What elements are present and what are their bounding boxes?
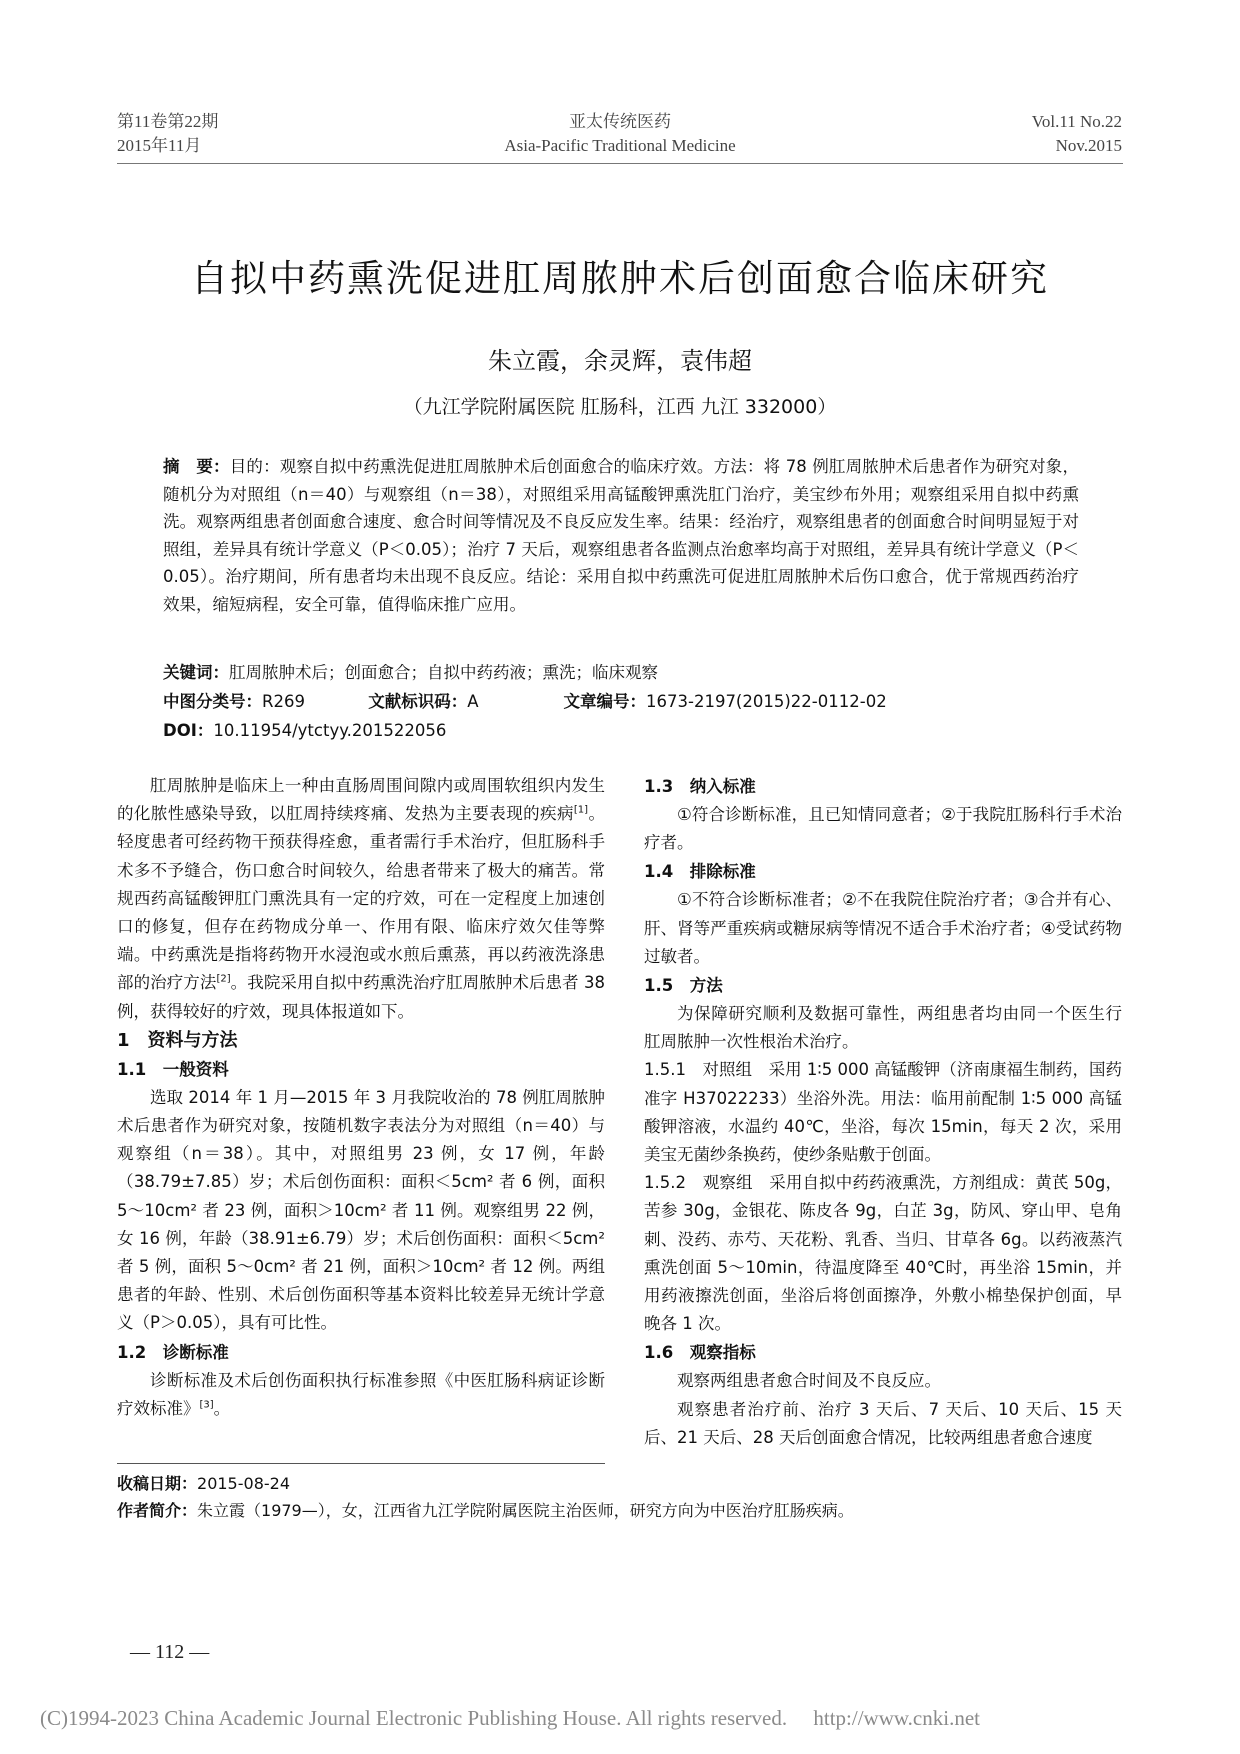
control-group-paragraph: 1.5.1 对照组 采用 1∶5 000 高锰酸钾（济南康福生制药，国药准字 H37022233）坐浴外洗。用法：临用前配制 1∶5 000 高锰酸钾溶液，水温约 40℃，坐浴，每次 15min，每天 2 次，采用美宝无菌纱条换药，使纱条贴敷于创面。 — [644, 1060, 1122, 1165]
issue-date: 2015年11月 — [117, 136, 202, 155]
author-bio-value: 朱立霞（1979—），女，江西省九江学院附属医院主治医师，研究方向为中医治疗肛肠疾病。 — [197, 1501, 854, 1520]
author-bio — [117, 1497, 1117, 1524]
abstract — [163, 453, 1079, 618]
diagnosis-text-b: 。 — [213, 1398, 231, 1418]
citation-1: [1] — [573, 804, 589, 816]
section-heading-1-6: 1.6 观察指标 — [644, 1343, 756, 1363]
section-heading-1-2: 1.2 诊断标准 — [117, 1342, 229, 1362]
body-right-column — [644, 772, 1122, 1452]
abstract-text: 目的：观察自拟中药熏洗促进肛周脓肿术后创面愈合的临床疗效。方法：将 78 例肛周脓肿术后患者作为研究对象，随机分为对照组（n＝40）与观察组（n＝38），对照组采用高锰酸钾熏洗肛门治疗，美宝纱布外用；观察组采用自拟中药熏洗。观察两组患者创面愈合速度、愈合时间等情况及不良反应发生率。结果：经治疗，观察组患者的创面愈合时间明显短于对照组，差异具有统计学意义（P＜0.05）；治疗 7 天后，观察组患者各监测点治愈率均高于对照组，差异具有统计学意义（P＜0.05）。治疗期间，所有患者均未出现不良反应。结论：采用自拟中药熏洗可促进肛周脓肿术后伤口愈合，优于常规西药治疗效果，缩短病程，安全可靠，值得临床推广应用。 — [163, 457, 1079, 614]
indicator-paragraph-a: 观察两组患者愈合时间及不良反应。 — [677, 1371, 941, 1391]
inclusion-paragraph: ①符合诊断标准，且已知情同意者；②于我院肛肠科行手术治疗者。 — [644, 805, 1122, 853]
author-bio-label: 作者简介： — [117, 1501, 198, 1520]
diagnosis-paragraph — [117, 1367, 605, 1423]
keywords-label: 关键词： — [163, 663, 229, 682]
observation-group-paragraph: 1.5.2 观察组 采用自拟中药药液熏洗，方剂组成：黄芪 50g，苦参 30g，金银花、陈皮各 9g，白芷 3g，防风、穿山甲、皂角刺、没药、赤芍、天花粉、乳香、当归、甘草各 6g。以药液蒸汽熏洗创面 5～10min，待温度降至 40℃时，再坐浴 15min，并用药液擦洗创面，坐浴后将创面擦净，外敷小棉垫保护创面，早晚各 1 次。 — [644, 1173, 1122, 1334]
journal-issue-en — [1032, 110, 1122, 158]
general-data-paragraph: 选取 2014 年 1 月—2015 年 3 月我院收治的 78 例肛周脓肿术后患者作为研究对象，按随机数字表法分为对照组（n＝40）与观察组（n＝38）。其中，对照组男 23 例，女 17 例，年龄（38.79±7.85）岁；术后创伤面积：面积＜5cm² 者 6 例，面积 5～10cm² 者 23 例，面积＞10cm² 者 11 例。观察组男 22 例，女 16 例，年龄（38.91±6.79）岁；术后创伤面积：面积＜5cm² 者 5 例，面积 5～0cm² 者 21 例，面积＞10cm² 者 12 例。两组患者的年龄、性别、术后创伤面积等基本资料比较差异无统计学意义（P＞0.05），具有可比性。 — [117, 1087, 605, 1333]
received-value: 2015-08-24 — [197, 1474, 290, 1493]
footnotes — [117, 1470, 1117, 1524]
article-number-label: 文章编号： — [563, 692, 646, 711]
abstract-label: 摘 要： — [163, 457, 230, 476]
paper-title: 自拟中药熏洗促进肛周脓肿术后创面愈合临床研究 — [191, 257, 1049, 300]
method-paragraph: 为保障研究顺利及数据可靠性，两组患者均由同一个医生行肛周脓肿一次性根治术治疗。 — [644, 1004, 1122, 1052]
intro-text-a: 肛周脓肿是临床上一种由直肠周围间隙内或周围软组织内发生的化脓性感染导致，以肛周持续疼痛、发热为主要表现的疾病 — [117, 776, 605, 824]
classification-row — [163, 688, 887, 715]
body-left-column — [117, 772, 605, 1423]
doc-code-label: 文献标识码： — [368, 692, 468, 711]
received-date — [117, 1470, 1117, 1497]
doi — [163, 717, 446, 744]
journal-name-en: Asia-Pacific Traditional Medicine — [504, 136, 736, 155]
issue-date-en: Nov.2015 — [1055, 136, 1122, 155]
clc-value: R269 — [262, 692, 305, 711]
header-rule — [117, 163, 1123, 164]
section-heading-1-1: 1.1 一般资料 — [117, 1059, 229, 1079]
doi-value: 10.11954/ytctyy.201522056 — [213, 721, 447, 740]
exclusion-paragraph: ①不符合诊断标准者；②不在我院住院治疗者；③合并有心、肝、肾等严重疾病或糖尿病等情况不适合手术治疗者；④受试药物过敏者。 — [644, 890, 1122, 966]
citation-3: [3] — [199, 1399, 214, 1411]
author-list: 朱立霞，余灵辉，袁伟超 — [488, 347, 752, 375]
footnote-rule — [117, 1463, 605, 1464]
doc-code-value: A — [467, 692, 479, 711]
intro-text-c: 。我院采用自拟中药熏洗治疗肛周脓肿术后患者 38 例，获得较好的疗效，现具体报道如下。 — [117, 973, 605, 1021]
received-label: 收稿日期： — [117, 1474, 198, 1493]
intro-text-b: 。轻度患者可经药物干预获得痊愈，重者需行手术治疗，但肛肠科手术多不予缝合，伤口愈合时间较久，给患者带来了极大的痛苦。常规西药高锰酸钾肛门熏洗具有一定的疗效，可在一定程度上加速创口的修复，但存在药物成分单一、作用有限、临床疗效欠佳等弊端。中药熏洗是指将药物开水浸泡或水煎后熏蒸，再以药液洗涤患部的治疗方法 — [117, 804, 606, 993]
section-heading-1-3: 1.3 纳入标准 — [644, 777, 756, 796]
keywords — [163, 659, 658, 686]
volume-issue-en: Vol.11 No.22 — [1031, 112, 1122, 131]
journal-name-cn: 亚太传统医药 — [569, 112, 671, 131]
section-heading-1-4: 1.4 排除标准 — [644, 862, 756, 882]
diagnosis-text-a: 诊断标准及术后创伤面积执行标准参照《中医肛肠科病证诊断疗效标准》 — [117, 1370, 605, 1418]
indicator-paragraph-b: 观察患者治疗前、治疗 3 天后、7 天后、10 天后、15 天后、21 天后、28 天后创面愈合情况，比较两组患者愈合速度 — [644, 1399, 1122, 1447]
page-number: — 112 — — [130, 1641, 210, 1663]
doi-label: DOI： — [163, 721, 214, 740]
article-number-value: 1673-2197(2015)22-0112-02 — [646, 692, 887, 711]
copyright-watermark: (C)1994-2023 China Academic Journal Electronic Publishing House. All rights reserved. http://www.cnki.net — [40, 1706, 980, 1730]
section-heading-1: 1 资料与方法 — [117, 1029, 238, 1051]
volume-issue: 第11卷第22期 — [117, 112, 219, 131]
section-heading-1-5: 1.5 方法 — [644, 976, 723, 996]
clc-label: 中图分类号： — [163, 692, 262, 711]
keywords-text: 肛周脓肿术后；创面愈合；自拟中药药液；熏洗；临床观察 — [229, 663, 658, 682]
citation-2: [2] — [216, 973, 231, 985]
affiliation: （九江学院附属医院 肛肠科，江西 九江 332000） — [403, 396, 837, 418]
intro-paragraph — [117, 772, 605, 1026]
